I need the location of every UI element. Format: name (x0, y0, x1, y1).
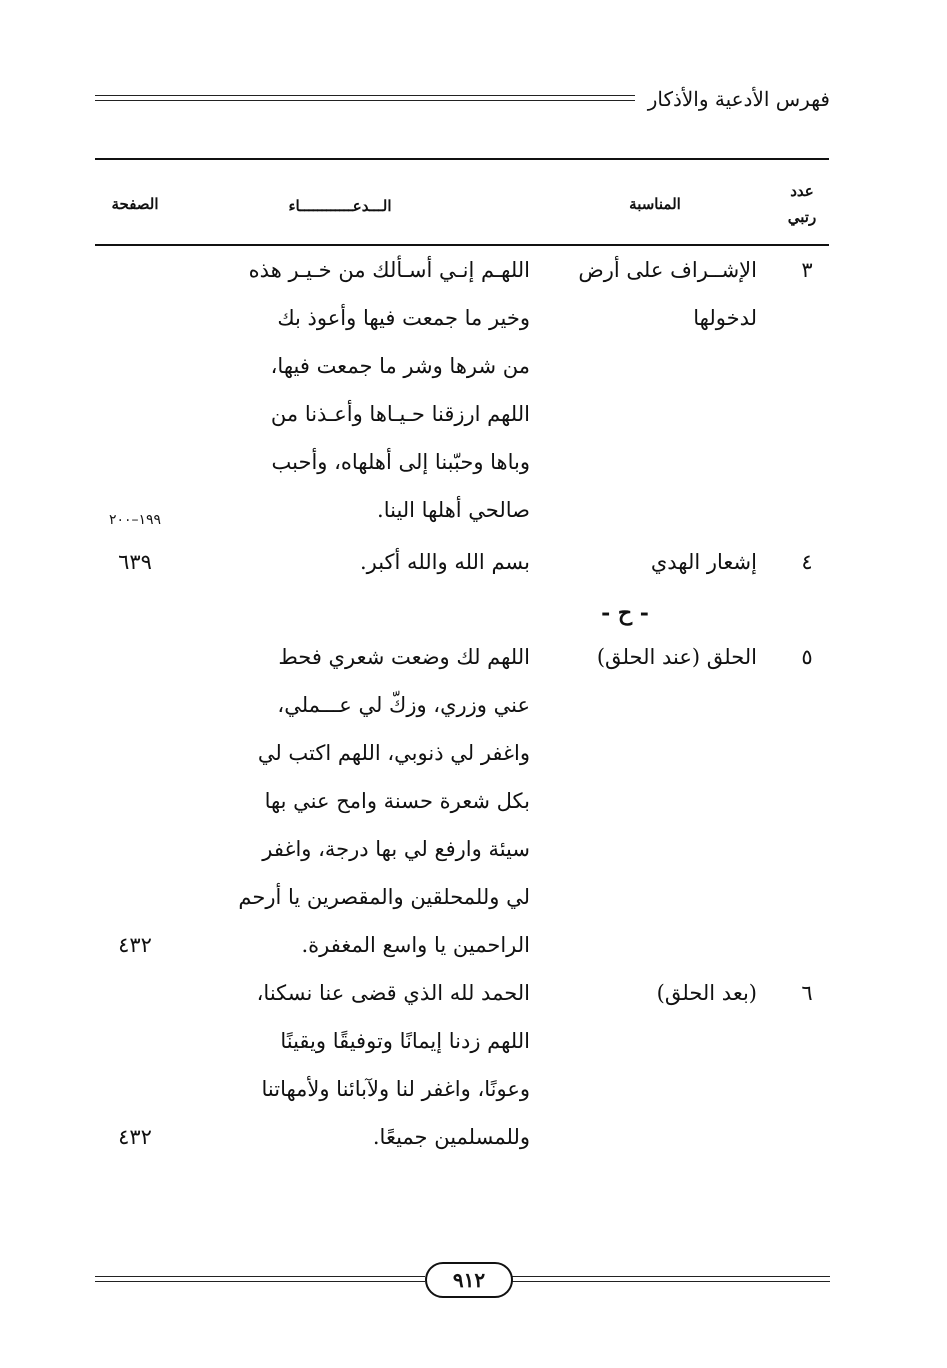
row-dua-line: الحمد لله الذي قضى عنا نسكنا، (256, 981, 530, 1005)
row-dua-line: سيئة وارفع لي بها درجة، واغفر (262, 837, 530, 861)
column-header-number-line1: عدد (790, 182, 814, 200)
row-page: ٦٣٩ (118, 550, 152, 574)
row-dua-line: صالحي أهلها الينا. (377, 498, 530, 522)
row-dua-line: اللهم ارزقنا حـيـاها وأعـذنا من (270, 402, 530, 426)
row-dua-line: بسم الله والله أكبر. (359, 550, 530, 574)
column-header-occasion: المناسبة (629, 195, 681, 213)
row-occasion-line: إشعار الهدي (650, 550, 757, 574)
running-title: فهرس الأدعية والأذكار (638, 84, 830, 114)
row-dua-line: لي وللمحلقين والمقصرين يا أرحم (238, 885, 530, 909)
row-number: ٤ (801, 550, 813, 574)
row-dua-line: عني وزري، وزكّ لي عـــملي، (277, 693, 530, 717)
row-dua-line: بكل شعرة حسنة وامح عني بها (264, 789, 530, 813)
row-number: ٣ (801, 258, 813, 282)
row-dua-line: وللمسلمين جميعًا. (372, 1125, 530, 1149)
column-header-number (777, 178, 827, 230)
row-occasion-line: الحلق (عند الحلق) (596, 645, 757, 669)
row-dua-line: الراحمين يا واسع المغفرة. (301, 933, 530, 957)
row-dua-line: من شرها وشر ما جمعت فيها، (270, 354, 530, 378)
table-top-rule (95, 158, 829, 160)
footer-rule (512, 1276, 830, 1282)
column-header-number-line2: رتبي (787, 208, 817, 226)
row-dua-line: اللهم لك وضعت شعري فحط (278, 645, 530, 669)
row-occasion-line: (بعد الحلق) (656, 981, 757, 1005)
row-number: ٦ (801, 981, 813, 1005)
row-page: ٤٣٢ (118, 1125, 152, 1149)
page-number: ٩١٢ (425, 1262, 513, 1298)
row-occasion-line: لدخولها (693, 306, 757, 330)
row-dua-line: اللهـم إنـي أسـألك من خـيـر هذه (248, 258, 530, 282)
row-dua-line: واغفر لي ذنوبي، اللهم اكتب لي (257, 741, 530, 765)
row-occasion-line: الإشــراف على أرض (578, 258, 757, 282)
row-page: ١٩٩–٢٠٠ (108, 512, 162, 528)
column-header-page: الصفحة (111, 195, 159, 213)
row-dua-line: اللهم زدنا إيمانًا وتوفيقًا ويقينًا (280, 1029, 530, 1053)
row-number: ٥ (801, 645, 813, 669)
running-header (95, 84, 830, 114)
section-letter: - ح - (601, 600, 649, 626)
row-dua-line: وباها وحبّبنا إلى أهلهاه، وأحبب (271, 450, 530, 474)
header-rule (95, 95, 635, 101)
row-page: ٤٣٢ (118, 933, 152, 957)
row-dua-line: وعونًا، واغفر لنا ولآبائنا ولأمهاتنا (261, 1077, 530, 1101)
footer-rule (95, 1276, 425, 1282)
table-head-rule (95, 244, 829, 246)
page-footer (95, 1260, 830, 1300)
column-header-dua: الـــدعــــــــــــاء (288, 197, 392, 215)
row-dua-line: وخير ما جمعت فيها وأعوذ بك (277, 306, 530, 330)
